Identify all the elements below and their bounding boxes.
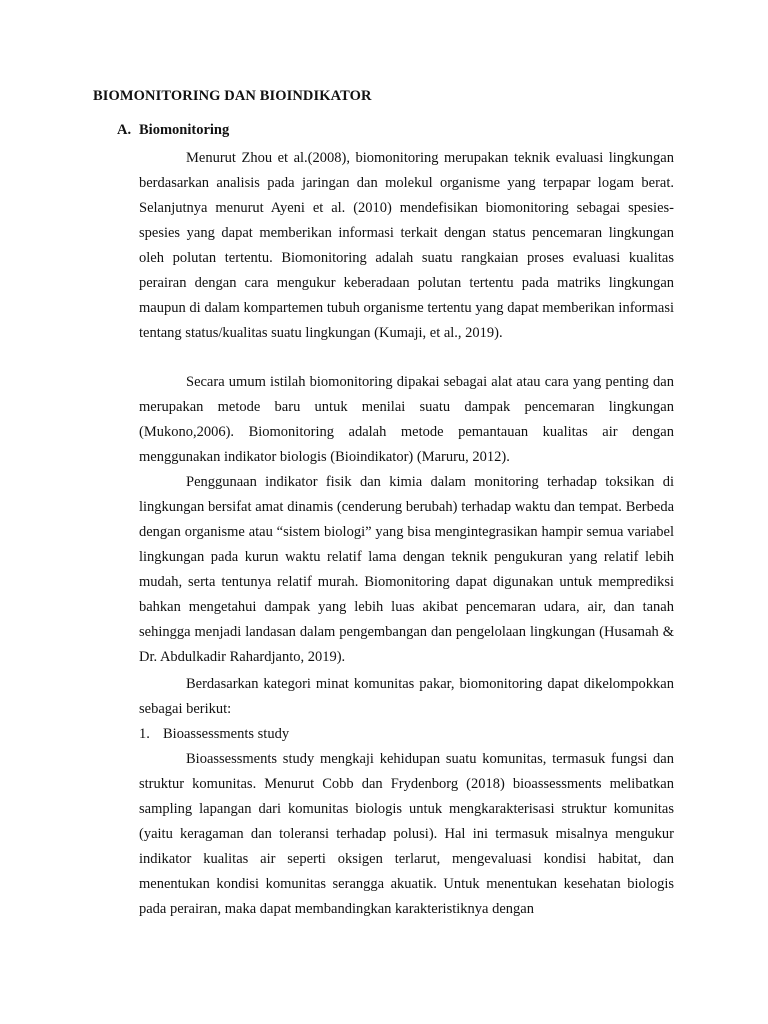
paragraph: Menurut Zhou et al.(2008), biomonitoring merupakan teknik evaluasi lingkungan berdasarkan analisis pada jaringan dan molekul organisme yang terpapar logam berat. Selanjutnya menurut Ayeni et al. (2010) mendefisikan biomonitoring sebagai spesies-spesies yang dapat memberikan informasi terkait dengan status pencemaran lingkungan oleh polutan tertentu. Biomonitoring adalah suatu rangkaian proses evaluasi kualitas perairan dengan cara mengukur keberadaan polutan tertentu pada matriks lingkungan maupun di dalam kompartemen tubuh organisme tertentu yang dapat memberikan informasi tentang status/kualitas suatu lingkungan (Kumaji, et al., 2019). [139,150,674,341]
paragraph: Berdasarkan kategori minat komunitas pakar, biomonitoring dapat dikelompokkan sebagai berikut: [139,676,674,717]
section-title: Biomonitoring [139,122,230,138]
paragraph: Penggunaan indikator fisik dan kimia dalam monitoring terhadap toksikan di lingkungan bersifat amat dinamis (cenderung berubah) terhadap waktu dan tempat. Berbeda dengan organisme atau “sistem biologi” yang bisa mengintegrasikan hampir semua variabel lingkungan pada kurun waktu relatif lama dengan teknik pengukuran yang relatif lebih mudah, serta tentunya relatif murah. Biomonitoring dapat digunakan untuk memprediksi bahkan mengetahui dampak yang lebih luas akibat pencemaran udara, air, dan tanah sehingga menjadi landasan dalam pengembangan dan pengelolaan lingkungan (Husamah & Dr. Abdulkadir Rahardjanto, 2019). [139,474,674,665]
section-heading [117,122,229,139]
subsection-number: 1. [139,726,150,742]
subsection-heading [139,726,289,743]
paragraph: Secara umum istilah biomonitoring dipakai sebagai alat atau cara yang penting dan merupakan metode baru untuk menilai suatu dampak pencemaran lingkungan (Mukono,2006). Biomonitoring adalah metode pemantauan kualitas air dengan menggunakan indikator biologis (Bioindikator) (Maruru, 2012). [139,374,674,465]
subsection-title: Bioassessments study [163,726,290,742]
paragraph: Bioassessments study mengkaji kehidupan suatu komunitas, termasuk fungsi dan struktur komunitas. Menurut Cobb dan Frydenborg (2018) bioassessments melibatkan sampling lapangan dari komunitas biologis untuk mengkarakterisasi struktur komunitas (yaitu keragaman dan toleransi terhadap polusi). Hal ini termasuk misalnya mengukur indikator kualitas air seperti oksigen terlarut, mengevaluasi kondisi habitat, dan menentukan kondisi komunitas serangga akuatik. Untuk menentukan kesehatan biologis pada perairan, maka dapat membandingkan karakteristiknya dengan [139,751,674,917]
page-title: BIOMONITORING DAN BIOINDIKATOR [93,88,372,104]
section-number: A. [117,122,132,138]
